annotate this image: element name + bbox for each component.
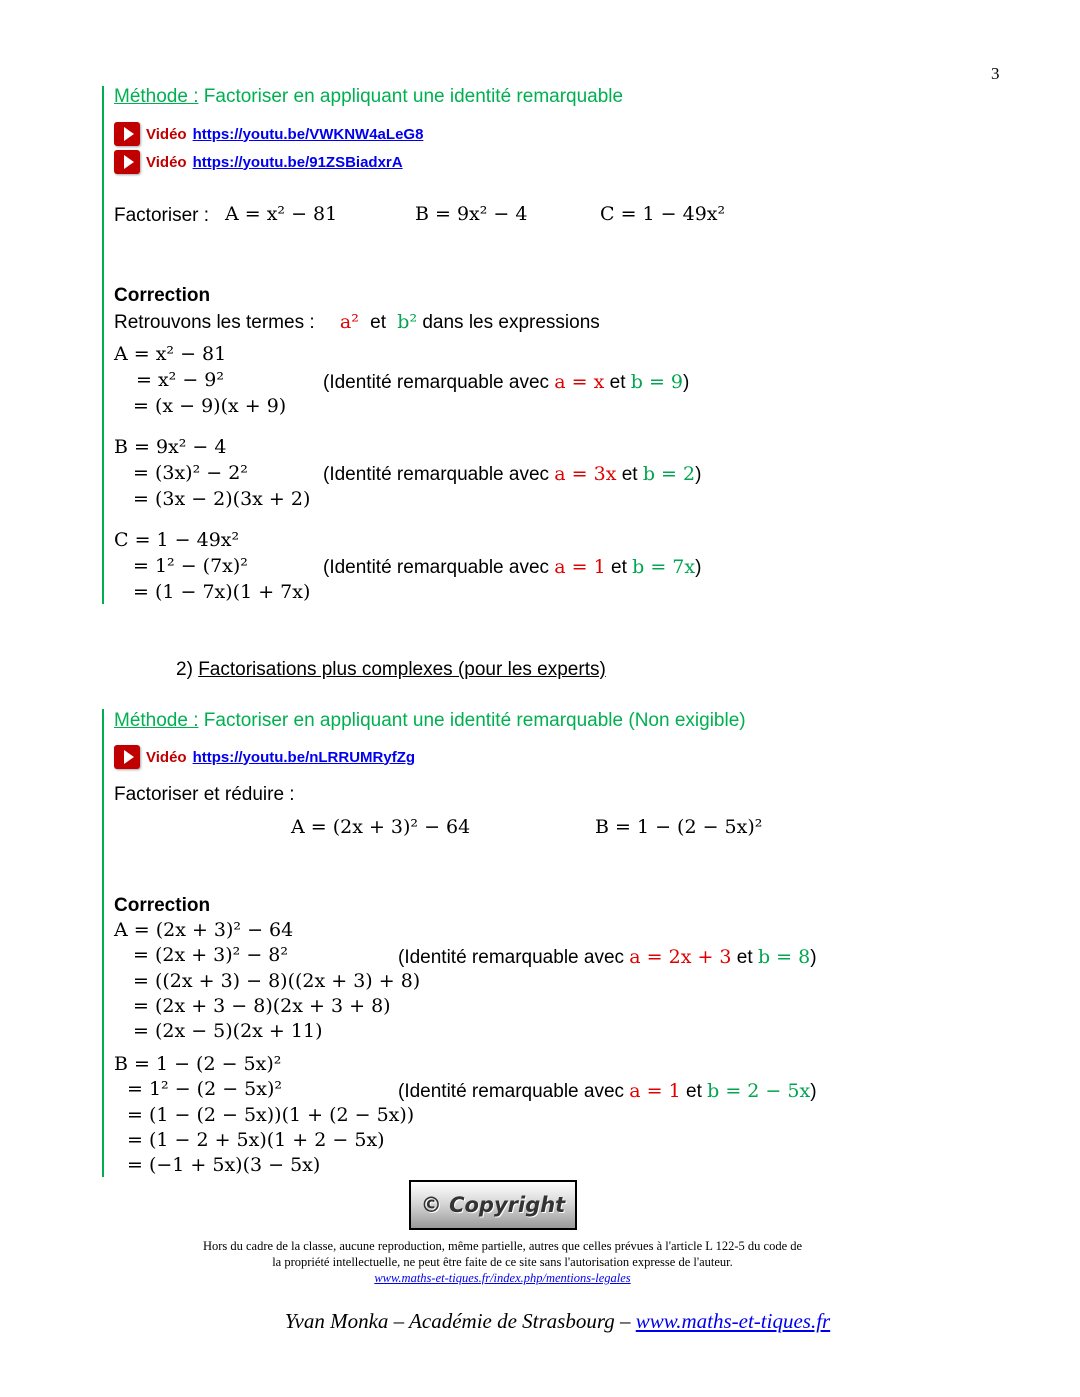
play-icon[interactable]: [114, 122, 140, 146]
legal-link[interactable]: www.maths-et-tiques.fr/index.php/mentions-legales: [374, 1271, 631, 1285]
note-b: b = 9: [630, 371, 684, 393]
note-prefix: (Identité remarquable avec: [398, 1081, 625, 1102]
expression-a: A = x² − 81: [225, 203, 338, 225]
note-and: et: [611, 557, 627, 578]
section-title: [176, 659, 606, 681]
note-b: b = 2 − 5x: [707, 1080, 811, 1102]
equation-line: = (1 − (2 − 5x))(1 + (2 − 5x)): [127, 1104, 415, 1126]
equation-line: = (1 − 2 + 5x)(1 + 2 − 5x): [127, 1129, 385, 1151]
note-prefix: (Identité remarquable avec: [323, 557, 550, 578]
note-a: a = 1: [629, 1080, 681, 1102]
note-prefix: (Identité remarquable avec: [323, 464, 550, 485]
equation-line: = (x − 9)(x + 9): [133, 395, 287, 417]
video-label: Vidéo: [146, 125, 187, 143]
page-number: 3: [991, 64, 1000, 83]
video-link-3[interactable]: https://youtu.be/nLRRUMRyfZg: [192, 748, 416, 766]
note-a: a = 3x: [554, 463, 617, 485]
video-link-2[interactable]: https://youtu.be/91ZSBiadxrA: [192, 153, 403, 171]
term-b: b²: [397, 311, 418, 333]
note-suffix: ): [683, 372, 690, 393]
equation-line: = (2x + 3)² − 8²: [133, 944, 288, 966]
note-b: b = 7x: [632, 556, 696, 578]
equation-line: = (3x)² − 2²: [133, 462, 248, 484]
method1-title: [114, 86, 623, 108]
method2-label: Méthode :: [114, 710, 199, 731]
identity-note: [323, 556, 701, 579]
equation-line: = (3x − 2)(3x + 2): [133, 488, 311, 510]
equation-line: B = 9x² − 4: [114, 436, 227, 458]
note-suffix: ): [695, 557, 702, 578]
legal-line-2: la propriété intellectuelle, ne peut être faite de ce site sans l'autorisation expresse de l'auteur.: [272, 1255, 733, 1269]
note-suffix: ): [810, 947, 817, 968]
legal-line-1: Hors du cadre de la classe, aucune reproduction, même partielle, autres que celles prévues à l'article L 122-5 du code de: [202, 1239, 803, 1253]
equation-line: = x² − 9²: [136, 369, 224, 391]
expression-a: A = (2x + 3)² − 64: [291, 816, 471, 838]
note-a: a = 1: [554, 556, 606, 578]
equation-line: = 1² − (2 − 5x)²: [127, 1078, 282, 1100]
note-and: et: [686, 1081, 702, 1102]
method2-title-text: Factoriser en appliquant une identité remarquable (Non exigible): [198, 710, 746, 731]
play-icon[interactable]: [114, 745, 140, 769]
terms-intro: Retrouvons les termes :: [114, 312, 315, 333]
video-label: Vidéo: [146, 748, 187, 766]
terms-line: [114, 311, 600, 334]
instruction: Factoriser :: [114, 205, 210, 226]
section-number: 2): [176, 659, 193, 680]
correction-heading: Correction: [114, 895, 211, 916]
terms-outro: dans les expressions: [422, 312, 600, 333]
expression-b: B = 1 − (2 − 5x)²: [595, 816, 763, 838]
equation-line: = (2x − 5)(2x + 11): [133, 1020, 323, 1042]
instruction: Factoriser et réduire :: [114, 784, 295, 805]
note-and: et: [621, 464, 638, 485]
note-a: a = 2x + 3: [629, 946, 732, 968]
correction-heading: Correction: [114, 285, 211, 306]
identity-note: [398, 946, 817, 969]
note-suffix: ): [810, 1081, 817, 1102]
equation-line: = (1 − 7x)(1 + 7x): [133, 581, 311, 603]
term-and: et: [370, 312, 387, 333]
copyright-badge: © Copyright: [409, 1180, 577, 1230]
method2-title: [114, 710, 746, 732]
equation-line: A = (2x + 3)² − 64: [114, 919, 294, 941]
identity-note: [398, 1080, 817, 1103]
expression-b: B = 9x² − 4: [415, 203, 528, 225]
expression-c: C = 1 − 49x²: [600, 203, 726, 225]
note-prefix: (Identité remarquable avec: [323, 372, 550, 393]
equation-line: = (2x + 3 − 8)(2x + 3 + 8): [133, 995, 391, 1017]
equation-line: = (−1 + 5x)(3 − 5x): [127, 1154, 321, 1176]
video-link-1[interactable]: https://youtu.be/VWKNW4aLeG8: [192, 125, 424, 143]
term-a: a²: [339, 311, 359, 333]
note-prefix: (Identité remarquable avec: [398, 947, 625, 968]
equation-line: B = 1 − (2 − 5x)²: [114, 1053, 282, 1075]
method-border: [102, 709, 104, 1177]
note-b: b = 8: [757, 946, 811, 968]
video-label: Vidéo: [146, 153, 187, 171]
identity-note: [323, 371, 689, 394]
identity-note: [323, 463, 701, 486]
note-a: a = x: [554, 371, 605, 393]
method-border: [102, 86, 104, 604]
footer-link[interactable]: www.maths-et-tiques.fr: [635, 1309, 831, 1333]
note-and: et: [609, 372, 626, 393]
play-icon[interactable]: [114, 150, 140, 174]
video-line-1: [114, 122, 423, 146]
section-title-text: Factorisations plus complexes (pour les experts): [198, 659, 606, 680]
legal-link-line: [0, 1271, 1005, 1286]
video-line-2: [114, 150, 403, 174]
equation-line: A = x² − 81: [114, 343, 227, 365]
note-suffix: ): [695, 464, 702, 485]
footer-text: Yvan Monka – Académie de Strasbourg –: [284, 1309, 636, 1333]
note-and: et: [736, 947, 753, 968]
footer: [0, 1309, 1080, 1334]
equation-line: C = 1 − 49x²: [114, 529, 240, 551]
video-line-3: [114, 745, 415, 769]
equation-line: = ((2x + 3) − 8)((2x + 3) + 8): [133, 970, 421, 992]
method1-title-text: Factoriser en appliquant une identité remarquable: [198, 86, 624, 107]
method1-label: Méthode :: [114, 86, 199, 107]
note-b: b = 2: [642, 463, 696, 485]
equation-line: = 1² − (7x)²: [133, 555, 248, 577]
